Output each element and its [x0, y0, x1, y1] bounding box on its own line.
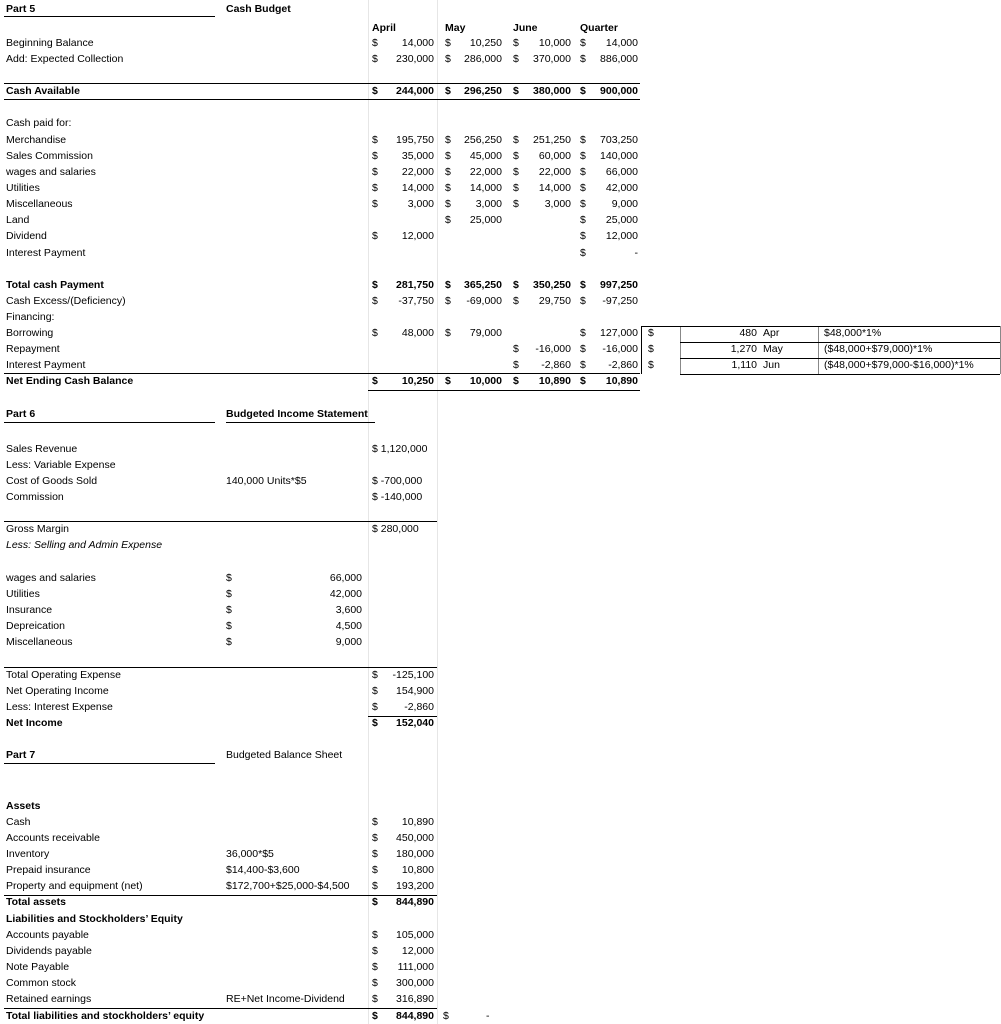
row-label: Cash paid for: — [6, 117, 72, 129]
amount-june: 60,000 — [538, 150, 571, 162]
amount: $ 280,000 — [372, 523, 419, 535]
row-label: Total liabilities and stockholders’ equity — [6, 1010, 205, 1022]
dollar-sign: $ — [445, 182, 451, 194]
note-box-left — [641, 326, 642, 374]
amount-april: 244,000 — [396, 85, 434, 97]
row-label: Prepaid insurance — [6, 864, 91, 876]
dollar-sign: $ — [445, 327, 451, 339]
interest-month: Apr — [763, 327, 780, 339]
dollar-sign: $ — [372, 816, 378, 828]
interest-month: May — [763, 343, 783, 355]
dollar-sign: $ — [445, 53, 451, 65]
dollar-sign: $ — [445, 134, 451, 146]
calc-note: RE+Net Income-Dividend — [226, 993, 345, 1005]
dollar-sign: $ — [372, 896, 378, 908]
amount-may: 79,000 — [469, 327, 502, 339]
expense-label: Miscellaneous — [6, 636, 73, 648]
amount-april: 281,750 — [396, 279, 434, 291]
row-label: Borrowing — [6, 327, 54, 339]
header-june: June — [513, 22, 538, 34]
column-divider — [368, 0, 369, 1024]
section-heading: Assets — [6, 800, 41, 812]
dollar-sign: $ — [445, 295, 451, 307]
row-label: Gross Margin — [6, 523, 70, 535]
part7-title: Part 7 — [6, 749, 36, 761]
dollar-sign: $ — [445, 37, 451, 49]
top-border — [4, 373, 640, 374]
dollar-sign: $ — [372, 37, 378, 49]
amount-june: 10,890 — [538, 375, 571, 387]
row-label: Net Operating Income — [6, 685, 109, 697]
row-label: Inventory — [6, 848, 50, 860]
dollar-sign: $ — [513, 295, 519, 307]
amount: - — [486, 1010, 490, 1022]
amount-may: 14,000 — [469, 182, 502, 194]
amount-june: 350,250 — [533, 279, 571, 291]
dollar-sign: $ — [372, 701, 378, 713]
dollar-sign: $ — [445, 85, 451, 97]
amount-june: -2,860 — [541, 359, 571, 371]
expense-amount: 4,500 — [335, 620, 362, 632]
row-label: Total cash Payment — [6, 279, 104, 291]
amount-may: 365,250 — [464, 279, 502, 291]
bottom-border — [4, 99, 640, 100]
amount-april: 14,000 — [401, 182, 434, 194]
dollar-sign: $ — [226, 620, 232, 632]
calc-note: 140,000 Units*$5 — [226, 475, 307, 487]
dollar-sign: $ — [445, 279, 451, 291]
amount: 111,000 — [397, 961, 434, 973]
dollar-sign: $ — [445, 198, 451, 210]
dollar-sign: $ — [372, 166, 378, 178]
dollar-sign: $ — [372, 134, 378, 146]
interest-amount: 480 — [739, 327, 757, 339]
amount-quarter: 25,000 — [605, 214, 638, 226]
dollar-sign: $ — [580, 375, 586, 387]
row-label: Land — [6, 214, 30, 226]
row-label: Note Payable — [6, 961, 70, 973]
interest-formula: $48,000*1% — [824, 327, 882, 339]
dollar-sign: $ — [372, 880, 378, 892]
row-label: Less: Interest Expense — [6, 701, 113, 713]
amount-april: 230,000 — [396, 53, 434, 65]
dollar-sign: $ — [580, 327, 586, 339]
amount-quarter: 997,250 — [600, 279, 638, 291]
expense-amount: 66,000 — [329, 572, 362, 584]
interest-amount: 1,270 — [730, 343, 757, 355]
amount-april: 10,250 — [401, 375, 434, 387]
amount-june: 14,000 — [538, 182, 571, 194]
amount-june: 370,000 — [533, 53, 571, 65]
dollar-sign: $ — [372, 977, 378, 989]
expense-amount: 42,000 — [329, 588, 362, 600]
amount-april: 14,000 — [401, 37, 434, 49]
top-border — [4, 667, 437, 668]
dollar-sign: $ — [372, 993, 378, 1005]
row-label: Cash Available — [6, 85, 80, 97]
amount: 154,900 — [396, 685, 434, 697]
part-underline — [4, 16, 215, 17]
balance-sheet-title: Budgeted Balance Sheet — [226, 749, 343, 761]
amount: 105,000 — [396, 929, 434, 941]
income-statement-title: Budgeted Income Statement — [226, 408, 368, 420]
amount-june: 29,750 — [538, 295, 571, 307]
dollar-sign: $ — [648, 327, 654, 339]
header-quarter: Quarter — [580, 22, 618, 34]
dollar-sign: $ — [445, 166, 451, 178]
amount-april: 12,000 — [401, 230, 434, 242]
dollar-sign: $ — [580, 214, 586, 226]
amount-quarter: 140,000 — [600, 150, 638, 162]
amount-quarter: -16,000 — [602, 343, 638, 355]
dollar-sign: $ — [226, 604, 232, 616]
row-label: Add: Expected Collection — [6, 53, 124, 65]
amount-may: -69,000 — [466, 295, 502, 307]
top-border — [4, 521, 437, 522]
expense-amount: 3,600 — [335, 604, 362, 616]
amount-may: 45,000 — [469, 150, 502, 162]
amount-may: 10,000 — [469, 375, 502, 387]
amount: 10,800 — [401, 864, 434, 876]
dollar-sign: $ — [513, 85, 519, 97]
amount: 300,000 — [396, 977, 434, 989]
top-border — [4, 1008, 437, 1009]
calc-note: $172,700+$25,000-$4,500 — [226, 880, 350, 892]
cash-budget-title: Cash Budget — [226, 3, 291, 15]
expense-label: Depreication — [6, 620, 65, 632]
amount-may: 286,000 — [464, 53, 502, 65]
dollar-sign: $ — [513, 53, 519, 65]
dollar-sign: $ — [513, 375, 519, 387]
amount: 12,000 — [401, 945, 434, 957]
row-label: Accounts payable — [6, 929, 89, 941]
amount-april: 3,000 — [407, 198, 434, 210]
amount-may: 3,000 — [475, 198, 502, 210]
dollar-sign: $ — [372, 685, 378, 697]
note-box-bottom — [680, 374, 1000, 375]
dollar-sign: $ — [580, 230, 586, 242]
amount-april: 22,000 — [401, 166, 434, 178]
dollar-sign: $ — [372, 230, 378, 242]
row-label: Net Income — [6, 717, 63, 729]
dollar-sign: $ — [372, 295, 378, 307]
interest-formula: ($48,000+$79,000-$16,000)*1% — [824, 359, 974, 371]
amount-april: -37,750 — [398, 295, 434, 307]
dollar-sign: $ — [580, 85, 586, 97]
amount-quarter: 42,000 — [605, 182, 638, 194]
row-label: Cash — [6, 816, 31, 828]
dollar-sign: $ — [372, 327, 378, 339]
dollar-sign: $ — [372, 929, 378, 941]
expense-amount: 9,000 — [335, 636, 362, 648]
dollar-sign: $ — [372, 375, 378, 387]
row-label: Net Ending Cash Balance — [6, 375, 134, 387]
amount-april: 35,000 — [401, 150, 434, 162]
row-label: Commission — [6, 491, 64, 503]
dollar-sign: $ — [580, 134, 586, 146]
dollar-sign: $ — [513, 279, 519, 291]
dollar-sign: $ — [372, 717, 378, 729]
dollar-sign: $ — [580, 182, 586, 194]
amount-quarter: -2,860 — [608, 359, 638, 371]
dollar-sign: $ — [580, 247, 586, 259]
row-label: Dividends payable — [6, 945, 92, 957]
row-label: Miscellaneous — [6, 198, 73, 210]
top-border — [368, 716, 437, 717]
amount: 180,000 — [396, 848, 434, 860]
dollar-sign: $ — [372, 961, 378, 973]
amount-quarter: 886,000 — [600, 53, 638, 65]
row-label: Less: Variable Expense — [6, 459, 116, 471]
row-label: Financing: — [6, 311, 55, 323]
dollar-sign: $ — [513, 182, 519, 194]
amount-june: -16,000 — [535, 343, 571, 355]
dollar-sign: $ — [580, 295, 586, 307]
dollar-sign: $ — [580, 198, 586, 210]
dollar-sign: $ — [648, 343, 654, 355]
dollar-sign: $ — [372, 848, 378, 860]
amount-may: 256,250 — [464, 134, 502, 146]
top-border — [4, 83, 640, 84]
part6-title: Part 6 — [6, 408, 36, 420]
dollar-sign: $ — [580, 150, 586, 162]
amount-june: 10,000 — [538, 37, 571, 49]
dollar-sign: $ — [226, 588, 232, 600]
dollar-sign: $ — [580, 359, 586, 371]
amount-june: 251,250 — [533, 134, 571, 146]
dollar-sign: $ — [372, 864, 378, 876]
dollar-sign: $ — [513, 359, 519, 371]
amount-quarter: -97,250 — [602, 295, 638, 307]
expense-label: wages and salaries — [6, 572, 96, 584]
interest-amount: 1,110 — [731, 359, 757, 371]
amount: 193,200 — [396, 880, 434, 892]
dollar-sign: $ — [372, 53, 378, 65]
dollar-sign: $ — [648, 359, 654, 371]
amount-quarter: 14,000 — [605, 37, 638, 49]
part5-title: Part 5 — [6, 3, 36, 15]
section-heading: Liabilities and Stockholders’ Equity — [6, 913, 183, 925]
dollar-sign: $ — [580, 53, 586, 65]
amount: $ 1,120,000 — [372, 443, 428, 455]
dollar-sign: $ — [513, 37, 519, 49]
note-box-divider — [818, 326, 819, 374]
row-label: Total Operating Expense — [6, 669, 121, 681]
dollar-sign: $ — [513, 198, 519, 210]
row-label: Cost of Goods Sold — [6, 475, 98, 487]
header-april: April — [372, 22, 396, 34]
row-label: wages and salaries — [6, 166, 96, 178]
row-label: Dividend — [6, 230, 47, 242]
header-may: May — [445, 22, 466, 34]
amount: $ -700,000 — [372, 475, 423, 487]
amount: 844,890 — [396, 896, 434, 908]
row-label: Repayment — [6, 343, 60, 355]
dollar-sign: $ — [513, 150, 519, 162]
dollar-sign: $ — [580, 279, 586, 291]
row-label: Cash Excess/(Deficiency) — [6, 295, 126, 307]
amount: -2,860 — [404, 701, 434, 713]
amount-may: 296,250 — [464, 85, 502, 97]
dollar-sign: $ — [372, 832, 378, 844]
dollar-sign: $ — [513, 134, 519, 146]
dollar-sign: $ — [445, 150, 451, 162]
amount-quarter: 703,250 — [600, 134, 638, 146]
row-label: Merchandise — [6, 134, 67, 146]
row-label: Property and equipment (net) — [6, 880, 143, 892]
amount: 450,000 — [396, 832, 434, 844]
amount-quarter: 66,000 — [605, 166, 638, 178]
calc-note: $14,400-$3,600 — [226, 864, 300, 876]
amount-april: 195,750 — [396, 134, 434, 146]
amount: 10,890 — [401, 816, 434, 828]
amount-june: 22,000 — [538, 166, 571, 178]
row-label: Utilities — [6, 182, 40, 194]
title-underline — [226, 422, 375, 423]
amount-quarter: 127,000 — [600, 327, 638, 339]
amount-quarter: 9,000 — [611, 198, 638, 210]
amount-april: 48,000 — [401, 327, 434, 339]
dollar-sign: $ — [445, 375, 451, 387]
row-label: Common stock — [6, 977, 77, 989]
row-label: Sales Revenue — [6, 443, 78, 455]
dollar-sign: $ — [372, 198, 378, 210]
dollar-sign: $ — [372, 279, 378, 291]
calc-note: 36,000*$5 — [226, 848, 274, 860]
dollar-sign: $ — [372, 945, 378, 957]
dollar-sign: $ — [372, 85, 378, 97]
row-label: Retained earnings — [6, 993, 92, 1005]
note-box-divider — [680, 326, 681, 374]
row-label: Interest Payment — [6, 247, 86, 259]
dollar-sign: $ — [580, 343, 586, 355]
row-label: Accounts receivable — [6, 832, 100, 844]
amount-may: 22,000 — [469, 166, 502, 178]
row-label: Less: Selling and Admin Expense — [6, 539, 163, 551]
dollar-sign: $ — [372, 182, 378, 194]
row-label: Beginning Balance — [6, 37, 94, 49]
dollar-sign: $ — [226, 572, 232, 584]
amount-quarter: 12,000 — [605, 230, 638, 242]
amount: 316,890 — [396, 993, 434, 1005]
row-label: Total assets — [6, 896, 66, 908]
amount: 152,040 — [396, 717, 434, 729]
amount-quarter: 10,890 — [605, 375, 638, 387]
amount-may: 25,000 — [469, 214, 502, 226]
dollar-sign: $ — [443, 1010, 449, 1022]
amount-may: 10,250 — [469, 37, 502, 49]
expense-label: Utilities — [6, 588, 40, 600]
interest-formula: ($48,000+$79,000)*1% — [824, 343, 933, 355]
dollar-sign: $ — [513, 166, 519, 178]
dollar-sign: $ — [226, 636, 232, 648]
dollar-sign: $ — [372, 1010, 378, 1022]
interest-month: Jun — [763, 359, 780, 371]
amount-june: 380,000 — [533, 85, 571, 97]
amount-quarter: 900,000 — [600, 85, 638, 97]
dollar-sign: $ — [445, 214, 451, 226]
part-underline — [4, 763, 215, 764]
amount: -125,100 — [392, 669, 434, 681]
bottom-border — [368, 390, 640, 391]
amount: 844,890 — [396, 1010, 434, 1022]
row-label: Sales Commission — [6, 150, 93, 162]
expense-label: Insurance — [6, 604, 53, 616]
dollar-sign: $ — [513, 343, 519, 355]
dollar-sign: $ — [580, 166, 586, 178]
column-divider — [437, 0, 438, 1024]
amount-june: 3,000 — [544, 198, 571, 210]
note-box-top — [641, 326, 1000, 327]
dollar-sign: $ — [372, 150, 378, 162]
row-label: Interest Payment — [6, 359, 86, 371]
amount-quarter: - — [634, 247, 638, 259]
part-underline — [4, 422, 215, 423]
dollar-sign: $ — [580, 37, 586, 49]
amount: $ -140,000 — [372, 491, 423, 503]
dollar-sign: $ — [372, 669, 378, 681]
